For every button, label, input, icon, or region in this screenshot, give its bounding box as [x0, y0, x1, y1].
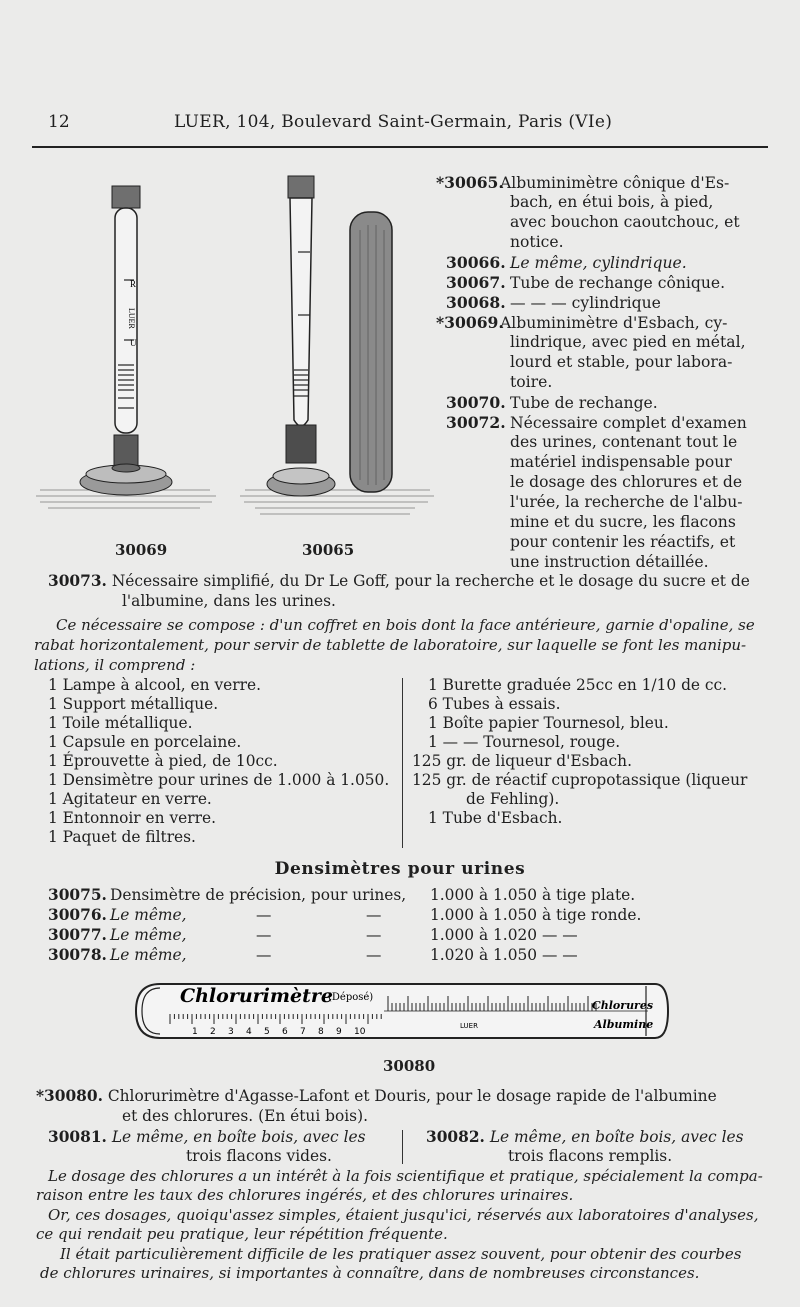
item-code: 30070. [446, 393, 506, 412]
item-code: *30069. [436, 313, 504, 332]
column-divider [402, 1130, 403, 1164]
closing-line: ce qui rendait peu pratique, leur répétition fréquente. [36, 1225, 448, 1243]
item-text: Le même, en boîte bois, avec les [111, 1128, 366, 1146]
item-code: 30067. [446, 273, 506, 292]
item-text: le dosage des chlorures et de [510, 473, 743, 491]
closing-line: Or, ces dosages, quoiqu'assez simples, étaient jusqu'ici, réservés aux laboratoires d'analyses, [48, 1206, 759, 1224]
contents-item: 1 Capsule en porcelaine. [48, 733, 242, 751]
row-ditto: — [256, 946, 272, 964]
item-30082 [426, 1128, 744, 1147]
figure-caption-30065: 30065 [302, 541, 355, 559]
figure-caption-30080: 30080 [383, 1057, 436, 1075]
item-text: des urines, contenant tout le [510, 433, 738, 451]
row-desc: Le même, [110, 906, 187, 924]
row-range: 1.020 à 1.050 — — [430, 946, 578, 964]
page-number: 12 [48, 112, 70, 132]
intro-line: lations, il comprend : [34, 656, 196, 674]
contents-item: 1 Paquet de filtres. [48, 828, 196, 846]
row-range: 1.000 à 1.050 à tige ronde. [430, 906, 642, 924]
chlorurimeter-maker: LUER [460, 1022, 478, 1030]
row-desc: Le même, [110, 926, 187, 944]
albuminimeter-illustration [30, 170, 440, 530]
item-text: Nécessaire complet d'examen [510, 414, 747, 432]
scale-number: 1 [192, 1027, 198, 1037]
item-text: pour contenir les réactifs, et [510, 533, 736, 551]
contents-item: 1 Agitateur en verre. [48, 790, 212, 808]
item-30081 [48, 1128, 366, 1147]
scale-number: 9 [336, 1027, 342, 1037]
row-desc: Densimètre de précision, pour urines, [110, 886, 407, 904]
contents-item: 6 Tubes à essais. [428, 695, 561, 713]
item-text: l'urée, la recherche de l'albu- [510, 493, 743, 511]
row-ditto: — [256, 906, 272, 924]
closing-line: Il était particulièrement difficile de les pratiquer assez souvent, pour obtenir des courbes [60, 1245, 742, 1263]
item-text: une instruction détaillée. [510, 553, 709, 571]
closing-line: Le dosage des chlorures a un intérêt à la fois scientifique et pratique, spécialement la compa- [48, 1167, 763, 1185]
contents-item: 1 Boîte papier Tournesol, bleu. [428, 714, 669, 732]
item-code: 30082. [426, 1128, 485, 1146]
contents-item: de Fehling). [466, 790, 560, 808]
item-text: bach, en étui bois, à pied, [510, 193, 714, 211]
item-text: notice. [510, 233, 564, 251]
scale-number: 10 [354, 1027, 366, 1037]
chlorurimeter-deposed: (Déposé) [328, 992, 374, 1003]
row-desc: Le même, [110, 946, 187, 964]
item-text: toire. [510, 373, 553, 391]
item-code: 30066. [446, 253, 506, 272]
section-heading: Densimètres pour urines [274, 859, 526, 879]
densimetres-table [48, 886, 768, 966]
item-text: Albuminimètre cônique d'Es- [500, 174, 730, 192]
tube-30069 [80, 186, 172, 495]
item-text: lourd et stable, pour labora- [510, 353, 733, 371]
chlorurimeter-brand: Chlorurimètre [180, 985, 333, 1007]
header-rule [32, 146, 768, 148]
contents-item: 1 Lampe à alcool, en verre. [48, 676, 261, 694]
item-30073 [48, 572, 750, 591]
item-text: trois flacons remplis. [508, 1147, 673, 1165]
chlorurimeter-label-chlorures: Chlorures [592, 999, 654, 1012]
item-text: matériel indispensable pour [510, 453, 732, 471]
contents-item: 1 Toile métallique. [48, 714, 193, 732]
scale-number: 6 [282, 1027, 288, 1037]
item-text: l'albumine, dans les urines. [122, 592, 336, 610]
row-range: 1.000 à 1.020 — — [430, 926, 578, 944]
row-code: 30078. [48, 946, 107, 964]
tube-mark-u: U [130, 338, 137, 348]
contents-item: 1 Éprouvette à pied, de 10cc. [48, 752, 278, 770]
item-text: Le même, cylindrique. [510, 254, 687, 272]
item-code: *30080. [36, 1087, 103, 1105]
item-text: Tube de rechange. [510, 394, 658, 412]
tube-30065 [267, 176, 335, 496]
contents-item: 1 Tube d'Esbach. [428, 809, 563, 827]
contents-left-column [48, 676, 403, 848]
scale-number: 8 [318, 1027, 324, 1037]
item-text: trois flacons vides. [186, 1147, 332, 1165]
contents-item: 1 Entonnoir en verre. [48, 809, 216, 827]
chlorurimeter-label-albumine: Albumine [594, 1018, 654, 1031]
contents-item: 125 gr. de réactif cupropotassique (liqueur [412, 771, 748, 789]
item-text: et des chlorures. (En étui bois). [122, 1107, 368, 1125]
scale-number: 7 [300, 1027, 306, 1037]
scale-number: 3 [228, 1027, 234, 1037]
chlorurimeter-illustration [130, 980, 670, 1042]
row-code: 30075. [48, 886, 107, 904]
albuminimeter-list [436, 173, 766, 571]
item-code: 30073. [48, 572, 107, 590]
item-text: avec bouchon caoutchouc, et [510, 213, 740, 231]
item-code: 30081. [48, 1128, 107, 1146]
contents-item: 1 Burette graduée 25cc en 1/10 de cc. [428, 676, 728, 694]
page-header [48, 112, 764, 138]
row-range: 1.000 à 1.050 à tige plate. [430, 886, 636, 904]
item-text: Nécessaire simplifié, du Dr Le Goff, pour la recherche et le dosage du sucre et de [111, 572, 750, 590]
closing-line: de chlorures urinaires, si importantes à connaître, dans de nombreuses circonstances. [40, 1264, 700, 1282]
item-text: Albuminimètre d'Esbach, cy- [500, 314, 728, 332]
tube-mark-luer: LUER [127, 308, 136, 329]
column-divider [402, 678, 403, 848]
item-code: 30068. [446, 293, 506, 312]
row-ditto: — [366, 926, 382, 944]
item-text: — — — cylindrique [510, 294, 661, 312]
item-text: Tube de rechange cônique. [510, 274, 726, 292]
row-ditto: — [256, 926, 272, 944]
closing-line: raison entre les taux des chlorures ingérés, et des chlorures urinaires. [36, 1186, 574, 1204]
item-code: *30065. [436, 173, 504, 192]
item-text: lindrique, avec pied en métal, [510, 333, 746, 351]
contents-item: 125 gr. de liqueur d'Esbach. [412, 752, 632, 770]
wooden-case [350, 212, 392, 492]
row-ditto: — [366, 906, 382, 924]
row-code: 30077. [48, 926, 107, 944]
figure-caption-30069: 30069 [115, 541, 168, 559]
contents-item: 1 Densimètre pour urines de 1.000 à 1.050. [48, 771, 390, 789]
tube-mark-r: R [130, 279, 137, 289]
row-ditto: — [366, 946, 382, 964]
contents-item: 1 Support métallique. [48, 695, 219, 713]
page-title: LUER, 104, Boulevard Saint-Germain, Paris (VIe) [174, 112, 613, 132]
row-code: 30076. [48, 906, 107, 924]
scale-number: 5 [264, 1027, 270, 1037]
contents-right-column [412, 676, 772, 848]
item-text: mine et du sucre, les flacons [510, 513, 736, 531]
scale-number: 4 [246, 1027, 252, 1037]
scale-number: 2 [210, 1027, 216, 1037]
intro-line: rabat horizontalement, pour servir de tablette de laboratoire, sur laquelle se font les manipu- [34, 636, 747, 654]
item-text: Le même, en boîte bois, avec les [489, 1128, 744, 1146]
item-code: 30072. [446, 413, 506, 432]
item-text: Chlorurimètre d'Agasse-Lafont et Douris, pour le dosage rapide de l'albumine [107, 1087, 717, 1105]
intro-line: Ce nécessaire se compose : d'un coffret en bois dont la face antérieure, garnie d'opaline, se [56, 616, 755, 634]
item-30080 [36, 1087, 717, 1106]
contents-item: 1 — — Tournesol, rouge. [428, 733, 621, 751]
